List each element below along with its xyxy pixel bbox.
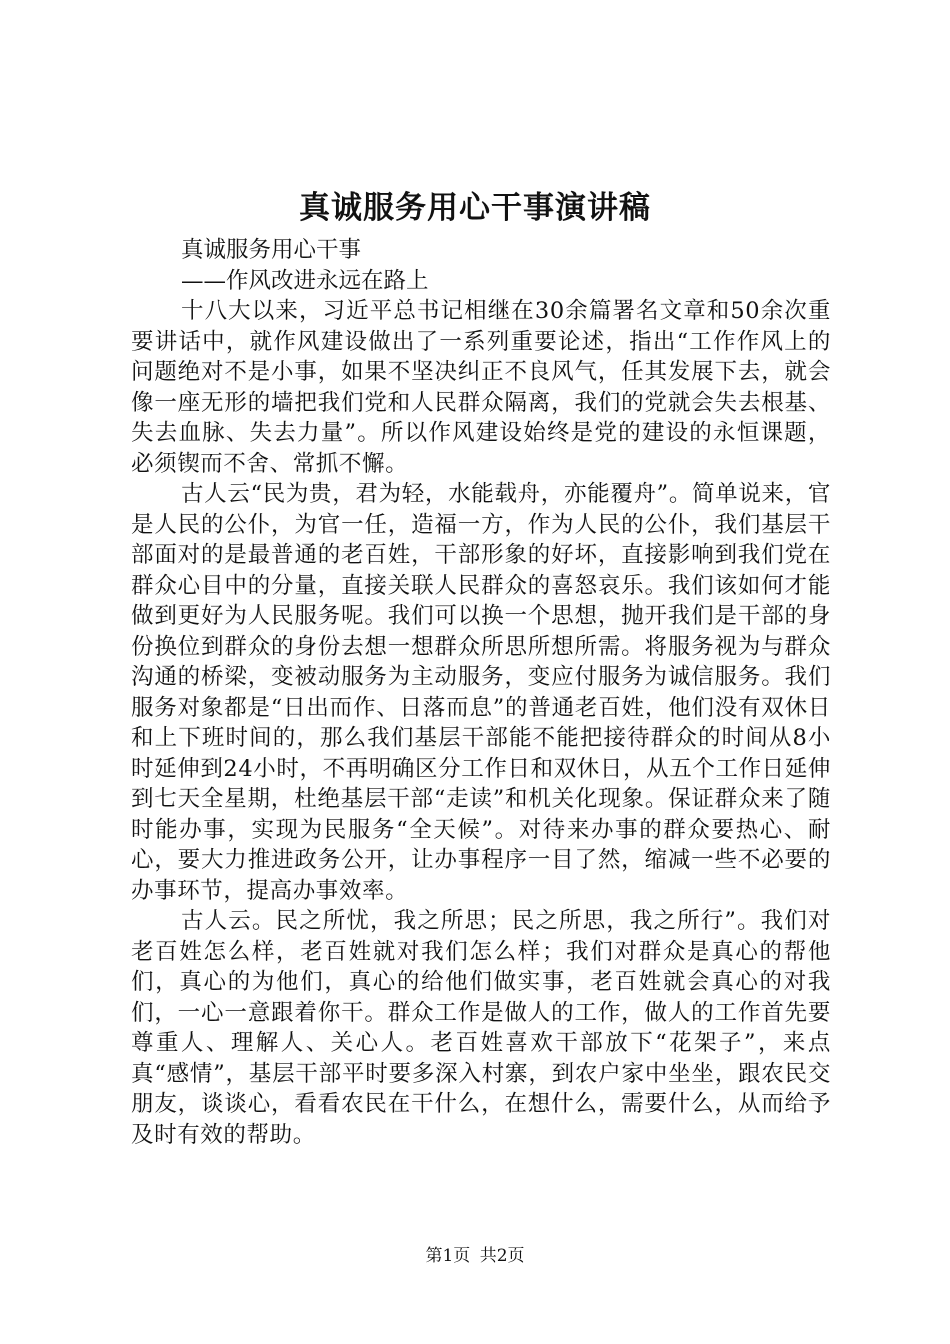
page-total: 共2页 bbox=[479, 1246, 525, 1266]
paragraph-2: 古人云“民为贵，君为轻，水能载舟，亦能覆舟”。简单说来，官是人民的公仆，为官一任，造福一方，作为人民的公仆，我们基层干部面对的是最普通的老百姓，干部形象的好坏，直接影响到我们党在群众心目中的分量，直接关联人民群众的喜怒哀乐。我们该如何才能做到更好为人民服务呢。我们可以换一个思想，抛开我们是干部的身份换位到群众的身份去想一想群众所思所想所需。将服务视为与群众沟通的桥梁，变被动服务为主动服务，变应付服务为诚信服务。我们服务对象都是“日出而作、日落而息”的普通老百姓，他们没有双休日和上下班时间的，那么我们基层干部能不能把接待群众的时间从8小时延伸到24小时，不再明确区分工作日和双休日，从五个工作日延伸到七天全星期，杜绝基层干部“走读”和机关化现象。保证群众来了随时能办事，实现为民服务“全天候”。对待来办事的群众要热心、耐心，要大力推进政务公开，让办事程序一目了然，缩减一些不必要的办事环节，提高办事效率。 bbox=[131, 481, 831, 904]
subtitle-line-1: 真诚服务用心干事 bbox=[181, 237, 362, 263]
paragraph-3: 古人云。民之所忧，我之所思；民之所思，我之所行”。我们对老百姓怎么样，老百姓就对我们怎么样；我们对群众是真心的帮他们，真心的为他们，真心的给他们做实事，老百姓就会真心的对我们，一心一意跟着你干。群众工作是做人的工作，做人的工作首先要尊重人、理解人、关心人。老百姓喜欢干部放下“花架子”，来点真“感情”，基层干部平时要多深入村寨，到农户家中坐坐，跟农民交朋友，谈谈心，看看农民在干什么，在想什么，需要什么，从而给予及时有效的帮助。 bbox=[131, 908, 831, 1148]
page-footer bbox=[0, 1244, 950, 1268]
document-title: 真诚服务用心干事演讲稿 bbox=[299, 190, 651, 226]
paragraph-1: 十八大以来，习近平总书记相继在30余篇署名文章和50余次重要讲话中，就作风建设做出了一系列重要论述，指出“工作作风上的问题绝对不是小事，如果不坚决纠正不良风气，任其发展下去，就会像一座无形的墙把我们党和人民群众隔离，我们的党就会失去根基、失去血脉、失去力量”。所以作风建设始终是党的建设的永恒课题，必须锲而不舍、常抓不懈。 bbox=[131, 298, 831, 477]
page-number: 第1页 bbox=[425, 1246, 471, 1266]
subtitle-line-2: ——作风改进永远在路上 bbox=[181, 267, 429, 294]
document-body bbox=[131, 235, 831, 1150]
